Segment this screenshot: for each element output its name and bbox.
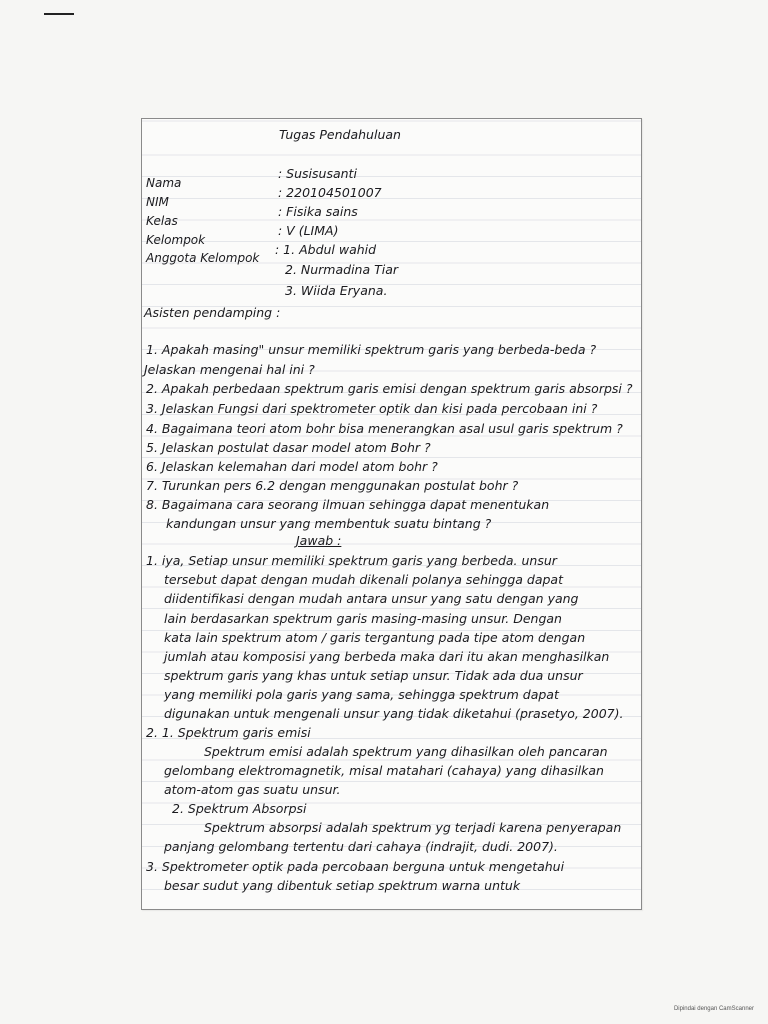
identity-label-kelas: Kelas xyxy=(146,214,178,228)
identity-label-anggota: Anggota Kelompok xyxy=(146,251,260,265)
answer-line: besar sudut yang dibentuk setiap spektrum warna untuk xyxy=(164,878,521,893)
question-line: Jelaskan mengenai hal ini ? xyxy=(144,362,315,377)
answer-line: Spektrum absorpsi adalah spektrum yg terjadi karena penyerapan xyxy=(204,820,622,835)
identity-label-nama: Nama xyxy=(146,176,182,190)
answer-line: digunakan untuk mengenali unsur yang tidak diketahui (prasetyo, 2007). xyxy=(164,706,624,721)
question-line: 6. Jelaskan kelemahan dari model atom bohr ? xyxy=(146,459,438,474)
answer-line: atom-atom gas suatu unsur. xyxy=(164,782,341,797)
identity-label-nim: NIM xyxy=(146,195,169,209)
jawab-heading: Jawab : xyxy=(296,533,342,548)
answer-line: kata lain spektrum atom / garis tergantung pada tipe atom dengan xyxy=(164,630,586,645)
question-line: 5. Jelaskan postulat dasar model atom Bohr ? xyxy=(146,440,431,455)
answer-line: lain berdasarkan spektrum garis masing-masing unsur. Dengan xyxy=(164,611,562,626)
answer-line: gelombang elektromagnetik, misal matahari (cahaya) yang dihasilkan xyxy=(164,763,604,778)
member-3: 3. Wiida Eryana. xyxy=(285,283,388,298)
identity-value-kelas: : Fisika sains xyxy=(278,204,358,219)
answer-line: 3. Spektrometer optik pada percobaan berguna untuk mengetahui xyxy=(146,859,565,874)
identity-value-nim: : 220104501007 xyxy=(278,185,382,200)
asisten-pendamping: Asisten pendamping : xyxy=(144,305,281,320)
answer-line: diidentifikasi dengan mudah antara unsur yang satu dengan yang xyxy=(164,591,579,606)
answer-line: yang memiliki pola garis yang sama, sehingga spektrum dapat xyxy=(164,687,559,702)
question-line: kandungan unsur yang membentuk suatu bintang ? xyxy=(166,516,492,531)
handwritten-paper xyxy=(141,118,642,910)
question-line: 1. Apakah masing" unsur memiliki spektrum garis yang berbeda-beda ? xyxy=(146,342,597,357)
answer-line: panjang gelombang tertentu dari cahaya (indrajit, dudi. 2007). xyxy=(164,839,558,854)
identity-value-kelompok: : V (LIMA) xyxy=(278,223,339,238)
answer-line: tersebut dapat dengan mudah dikenali polanya sehingga dapat xyxy=(164,572,563,587)
question-line: 3. Jelaskan Fungsi dari spektrometer optik dan kisi pada percobaan ini ? xyxy=(146,401,598,416)
page-title: Tugas Pendahuluan xyxy=(279,127,401,142)
answer-line: spektrum garis yang khas untuk setiap unsur. Tidak ada dua unsur xyxy=(164,668,583,683)
identity-value-nama: : Susisusanti xyxy=(278,166,357,181)
member-2: 2. Nurmadina Tiar xyxy=(285,262,399,277)
question-line: 4. Bagaimana teori atom bohr bisa menerangkan asal usul garis spektrum ? xyxy=(146,421,623,436)
scanner-watermark: Dipindai dengan CamScanner xyxy=(673,1006,754,1012)
identity-value-anggota: : 1. Abdul wahid xyxy=(275,242,377,257)
answer-line: 2. Spektrum Absorpsi xyxy=(172,801,307,816)
question-line: 2. Apakah perbedaan spektrum garis emisi dengan spektrum garis absorpsi ? xyxy=(146,381,633,396)
answer-line: 2. 1. Spektrum garis emisi xyxy=(146,725,311,740)
answer-line: jumlah atau komposisi yang berbeda maka dari itu akan menghasilkan xyxy=(164,649,610,664)
scan-edge-mark xyxy=(44,13,74,15)
answer-line: 1. iya, Setiap unsur memiliki spektrum garis yang berbeda. unsur xyxy=(146,553,557,568)
answer-line: Spektrum emisi adalah spektrum yang dihasilkan oleh pancaran xyxy=(204,744,608,759)
identity-label-kelompok: Kelompok xyxy=(146,233,206,247)
question-line: 8. Bagaimana cara seorang ilmuan sehingga dapat menentukan xyxy=(146,497,550,512)
question-line: 7. Turunkan pers 6.2 dengan menggunakan postulat bohr ? xyxy=(146,478,519,493)
